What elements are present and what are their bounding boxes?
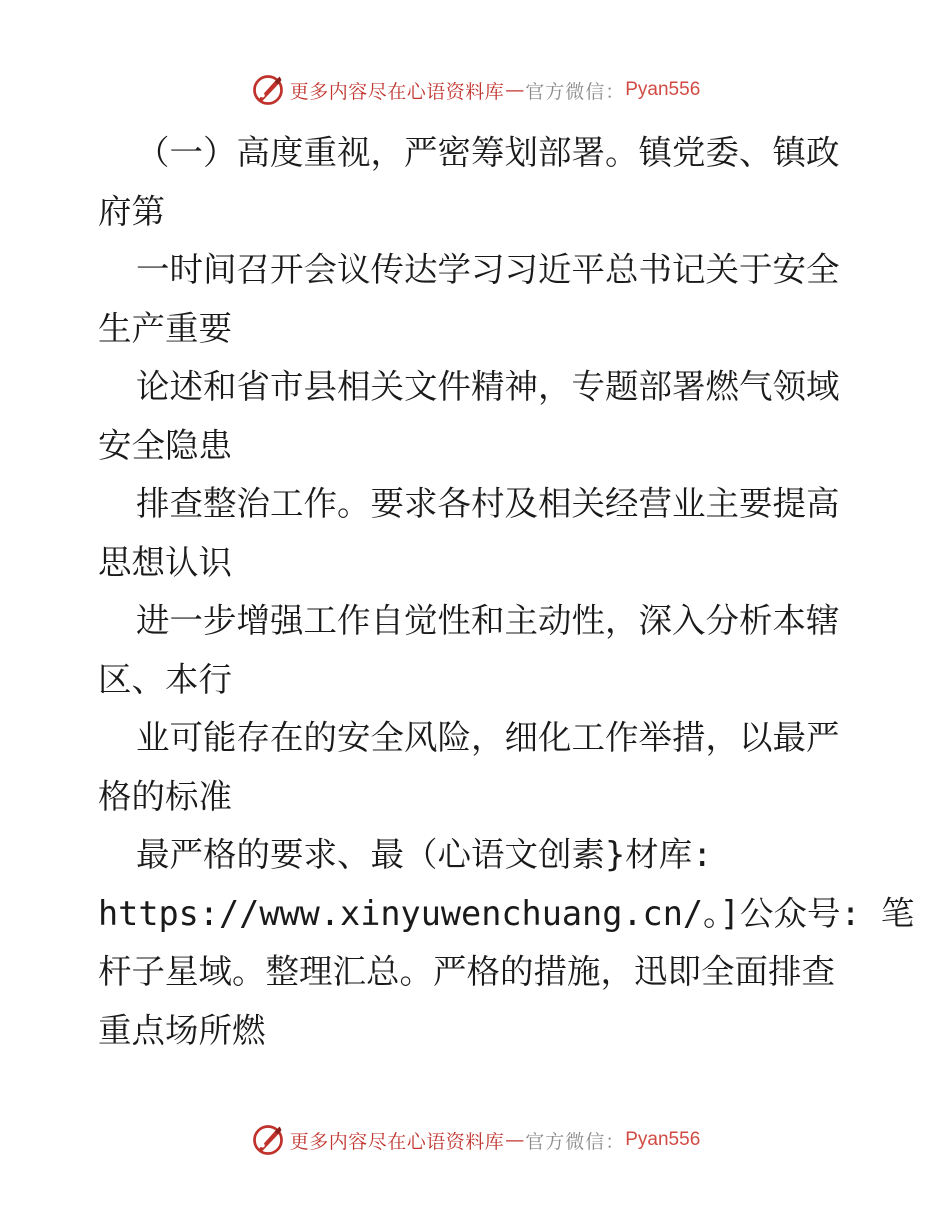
body-line: 杆子星域。整理汇总。严格的措施，迅即全面排查 bbox=[98, 952, 835, 991]
watermark-dash: — bbox=[505, 1129, 525, 1151]
body-line: 府第 bbox=[98, 191, 165, 231]
pen-logo-icon bbox=[250, 72, 286, 108]
watermark-label: 官方微信： bbox=[525, 80, 626, 103]
header-watermark bbox=[0, 70, 950, 110]
watermark-wechat-id: Pyan556 bbox=[625, 1129, 701, 1150]
body-line: https://www.xinyuwenchuang.cn/。]公众号: 笔 bbox=[98, 893, 915, 933]
body-line: 论述和省市县相关文件精神，专题部署燃气领域 bbox=[136, 367, 840, 406]
footer-watermark bbox=[0, 1120, 950, 1160]
watermark-main-text: 更多内容尽在心语资料库 bbox=[289, 80, 505, 103]
watermark-wechat-id: Pyan556 bbox=[625, 79, 701, 100]
body-line: 生产重要 bbox=[98, 308, 232, 348]
body-line: 重点场所燃 bbox=[98, 1010, 266, 1050]
body-line: 排查整治工作。要求各村及相关经营业主要提高 bbox=[136, 484, 840, 523]
body-line: 思想认识 bbox=[98, 542, 232, 582]
body-line: 进一步增强工作自觉性和主动性，深入分析本辖 bbox=[136, 601, 840, 640]
document-body bbox=[98, 124, 915, 1060]
watermark-label: 官方微信： bbox=[525, 1130, 626, 1153]
body-line: 格的标准 bbox=[98, 776, 232, 816]
body-line: 安全隐患 bbox=[98, 425, 232, 465]
pen-logo-icon bbox=[250, 1122, 286, 1158]
body-line: 最严格的要求、最（心语文创素}材库: bbox=[136, 835, 713, 874]
body-line: 一时间召开会议传达学习习近平总书记关于安全 bbox=[136, 250, 840, 289]
watermark-dash: — bbox=[505, 79, 525, 101]
body-line: （一）高度重视，严密筹划部署。镇党委、镇政 bbox=[136, 133, 840, 172]
watermark-main-text: 更多内容尽在心语资料库 bbox=[289, 1130, 505, 1153]
body-line: 区、本行 bbox=[98, 659, 232, 699]
body-line: 业可能存在的安全风险，细化工作举措，以最严 bbox=[136, 718, 840, 757]
